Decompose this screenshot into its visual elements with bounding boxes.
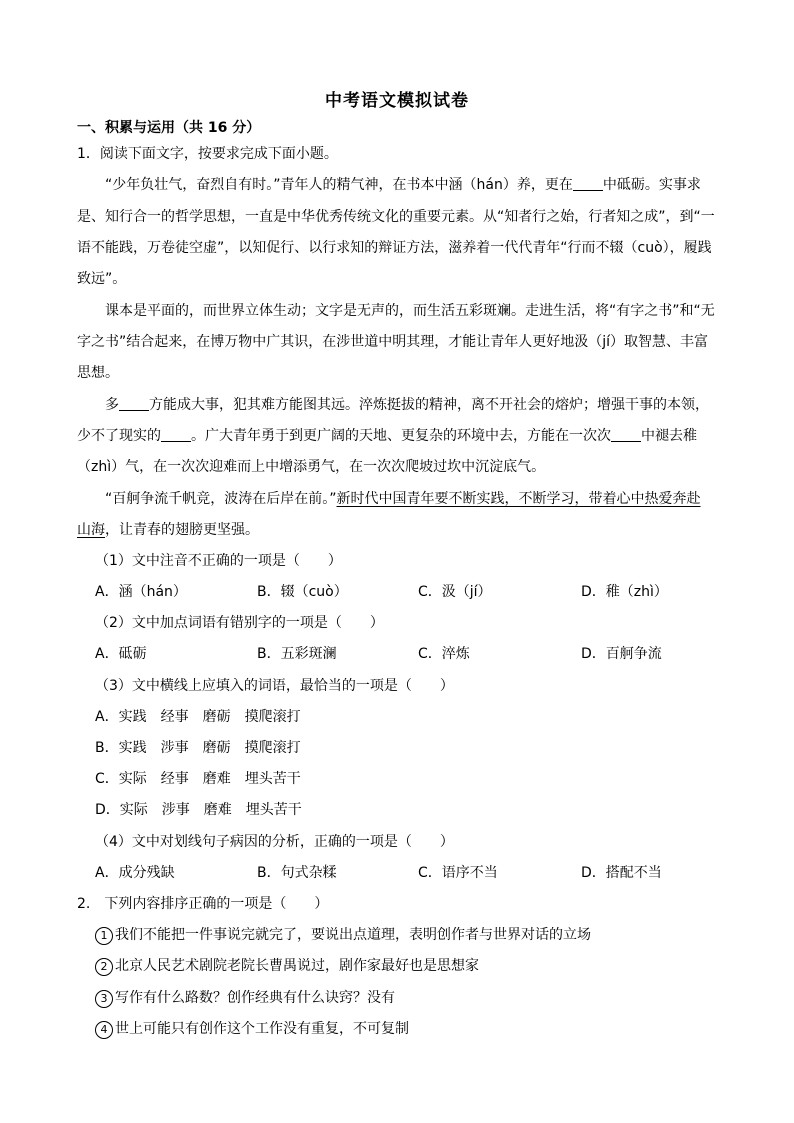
- passage-p4-line2: 山海，让青春的翅膀更坚强。: [77, 522, 259, 538]
- option-b[interactable]: B．辍（cuò）: [257, 584, 348, 600]
- option-a[interactable]: A．涵（hán）: [95, 584, 187, 600]
- passage-p1-line4: 致远”。: [77, 271, 127, 287]
- passage-p1-line2: 是、知行合一的哲学思想，一直是中华优秀传统文化的重要元素。从“知者行之始，行者知之成”，到“一: [77, 209, 715, 225]
- option-a[interactable]: A．实践 经事 磨砺 摸爬滚打: [95, 709, 301, 725]
- subquestion-1-stem: （1）文中注音不正确的一项是（ ）: [95, 553, 342, 569]
- section-heading: 一、积累与运用（共 16 分）: [77, 120, 261, 136]
- passage-p2-line2: 字之书”结合起来，在博万物中广其识，在涉世道中明其理，才能让青年人更好地汲（jí）取智慧、丰富: [77, 334, 709, 350]
- fill-blank: [611, 427, 641, 442]
- passage-p4-line1: “百舸争流千帆竞，波涛在后岸在前。”新时代中国青年要不断实践，不断学习，带着心中热爱奔赴: [105, 491, 701, 507]
- option-d[interactable]: D．搭配不当: [581, 865, 662, 881]
- option-d[interactable]: D．实际 涉事 磨难 埋头苦干: [95, 802, 302, 818]
- page-title: 中考语文模拟试卷: [325, 91, 469, 111]
- passage-p2-line1: 课本是平面的，而世界立体生动；文字是无声的，而生活五彩斑斓。走进生活，将“有字之书”和“无: [105, 303, 715, 319]
- sentence-item-1: 1 我们不能把一件事说完就完了，要说出点道理，表明创作者与世界对话的立场: [95, 925, 591, 945]
- question-2-stem: 2. 下列内容排序正确的一项是（ ）: [77, 896, 329, 912]
- option-b[interactable]: B．句式杂糅: [257, 865, 337, 881]
- underlined-sentence-end: 山海: [77, 522, 105, 538]
- option-c[interactable]: C．语序不当: [418, 865, 498, 881]
- sentence-item-3: 3 写作有什么路数？创作经典有什么诀窍？没有: [95, 988, 395, 1008]
- option-b[interactable]: B．五彩斑澜: [257, 646, 337, 662]
- fill-blank: [573, 176, 603, 191]
- option-d[interactable]: D．稚（zhì）: [581, 584, 668, 600]
- option-d[interactable]: D．百舸争流: [581, 646, 662, 662]
- sentence-item-2: 2 北京人民艺术剧院老院长曹禺说过，剧作家最好也是思想家: [95, 956, 479, 976]
- fill-blank: [119, 396, 149, 411]
- passage-p3-line3: （zhì）气，在一次次迎难而上中增添勇气，在一次次爬坡过坎中沉淀底气。: [77, 459, 546, 475]
- underlined-sentence: 新时代中国青年要不断实践，不断学习，带着心中热爱奔赴: [336, 491, 701, 507]
- passage-p3-line1: 多 方能成大事，犯其难方能图其远。淬炼挺拔的精神，离不开社会的熔炉；增强干事的本领，: [105, 397, 709, 413]
- circled-number: 4: [95, 1021, 113, 1039]
- passage-p1-line3: 语不能践，万卷徒空虚”，以知促行、以行求知的辩证方法，滋养着一代代青年“行而不辍（cuò），履践: [77, 240, 712, 256]
- circled-number: 1: [95, 927, 113, 945]
- subquestion-4-stem: （4）文中对划线句子病因的分析，正确的一项是（ ）: [95, 834, 454, 850]
- question-1-stem: 1．阅读下面文字，按要求完成下面小题。: [77, 146, 338, 162]
- circled-number: 2: [95, 958, 113, 976]
- circled-number: 3: [95, 990, 113, 1008]
- fill-blank: [161, 427, 191, 442]
- passage-p1-line1: “少年负壮气，奋烈自有时。”青年人的精气神，在书本中涵（hán）养，更在 中砥砺。实事求: [105, 177, 701, 193]
- subquestion-2-stem: （2）文中加点词语有错别字的一项是（ ）: [95, 615, 384, 631]
- option-b[interactable]: B．实践 涉事 磨砺 摸爬滚打: [95, 740, 301, 756]
- option-c[interactable]: C．实际 经事 磨难 埋头苦干: [95, 771, 301, 787]
- passage-p2-line3: 思想。: [77, 365, 119, 381]
- option-c[interactable]: C．淬炼: [418, 646, 470, 662]
- option-c[interactable]: C．汲（jí）: [418, 584, 492, 600]
- option-a[interactable]: A．砥砺: [95, 646, 147, 662]
- subquestion-3-stem: （3）文中横线上应填入的词语，最恰当的一项是（ ）: [95, 678, 454, 694]
- passage-p3-line2: 少不了现实的 。广大青年勇于到更广阔的天地、更复杂的环境中去，方能在一次次 中褪去稚: [77, 428, 697, 444]
- option-a[interactable]: A．成分残缺: [95, 865, 175, 881]
- sentence-item-4: 4 世上可能只有创作这个工作没有重复，不可复制: [95, 1019, 409, 1039]
